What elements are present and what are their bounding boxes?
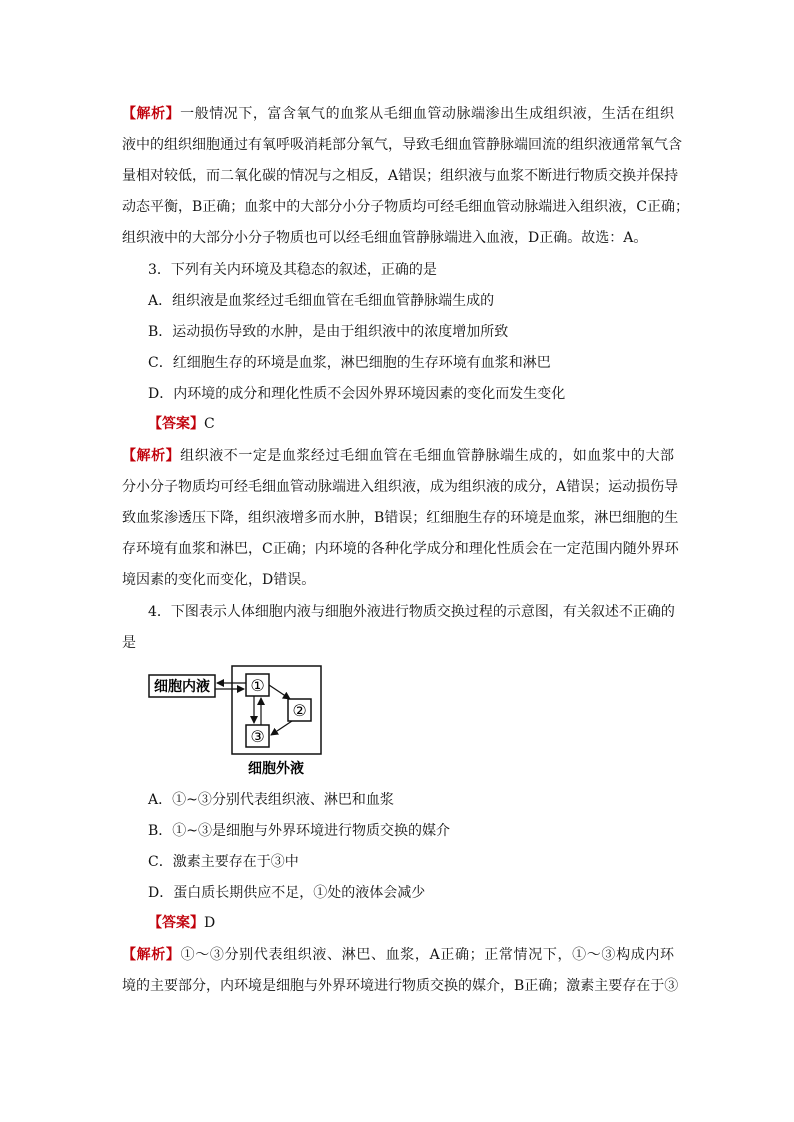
node-2-label: ② (292, 701, 307, 720)
question-4-analysis-line-2: 境的主要部分，内环境是细胞与外界环境进行物质交换的媒介，B正确；激素主要存在于③ (122, 978, 679, 994)
question-4-option-c: C．激素主要存在于③中 (148, 854, 299, 870)
extracellular-label: 细胞外液 (248, 761, 304, 777)
question-4-option-b: B．①~③是细胞与外界环境进行物质交换的媒介 (148, 823, 451, 839)
question-4-option-d: D．蛋白质长期供应不足，①处的液体会减少 (148, 885, 426, 901)
question-3-analysis-line-4: 存环境有血浆和淋巴，C正确；内环境的各种化学成分和理化性质会在一定范围内随外界环 (122, 541, 679, 557)
question-4-answer: 【答案】D (148, 915, 216, 931)
analysis-1-line-5: 组织液中的大部分小分子物质也可以经毛细血管静脉端进入血液，D正确。故选：A。 (122, 230, 648, 246)
question-3-option-a: A．组织液是血浆经过毛细血管在毛细血管静脉端生成的 (148, 293, 495, 309)
question-3-analysis-line-2: 分小分子物质均可经毛细血管动脉端进入组织液，成为组织液的成分，A错误；运动损伤导 (122, 479, 679, 495)
question-3-stem: 3．下列有关内环境及其稳态的叙述，正确的是 (148, 262, 437, 278)
question-3-analysis-line-1: 【解析】组织液不一定是血浆经过毛细血管在毛细血管静脉端生成的，如血浆中的大部 (122, 448, 675, 464)
analysis-1-line-1: 【解析】一般情况下，富含氧气的血浆从毛细血管动脉端渗出生成组织液，生活在组织 (122, 106, 675, 122)
analysis-label: 【解析】 (122, 106, 181, 122)
analysis-1-line-2: 液中的组织细胞通过有氧呼吸消耗部分氧气，导致毛细血管静脉端回流的组织液通常氧气含 (122, 137, 682, 153)
analysis-1-line-3: 量相对较低，而二氧化碳的情况与之相反，A错误；组织液与血浆不断进行物质交换并保持 (122, 168, 679, 184)
question-4-stem-line-1: 4．下图表示人体细胞内液与细胞外液进行物质交换过程的示意图，有关叙述不正确的 (148, 604, 675, 620)
exchange-diagram (148, 665, 348, 780)
analysis-1-line-4: 动态平衡，B正确；血浆中的大部分小分子物质均可经毛细血管动脉端进入组织液，C正确； (122, 199, 689, 215)
arrow-node1-to-node2 (269, 685, 290, 699)
question-4-option-a: A．①~③分别代表组织液、淋巴和血浆 (148, 792, 394, 808)
question-3-option-b: B．运动损伤导致的水肿，是由于组织液中的浓度增加所致 (148, 324, 509, 340)
node-3-label: ③ (250, 727, 265, 746)
question-3-option-d: D．内环境的成分和理化性质不会因外界环境因素的变化而发生变化 (148, 386, 566, 402)
analysis-label: 【解析】 (122, 947, 181, 963)
node-1-label: ① (250, 676, 265, 695)
analysis-label: 【解析】 (122, 448, 181, 464)
arrow-node2-to-node3 (271, 721, 292, 735)
question-4-stem-line-2: 是 (122, 635, 136, 651)
intracellular-label: 细胞内液 (154, 679, 210, 695)
question-3-option-c: C．红细胞生存的环境是血浆，淋巴细胞的生存环境有血浆和淋巴 (148, 355, 551, 371)
question-3-analysis-line-3: 致血浆渗透压下降，组织液增多而水肿，B错误；红细胞生存的环境是血浆，淋巴细胞的生 (122, 510, 679, 526)
question-3-answer: 【答案】C (148, 416, 215, 432)
question-3-analysis-line-5: 境因素的变化而变化，D错误。 (122, 572, 316, 588)
question-4-analysis-line-1: 【解析】①～③分别代表组织液、淋巴、血浆，A正确；正常情况下，①～③构成内环 (122, 947, 675, 963)
